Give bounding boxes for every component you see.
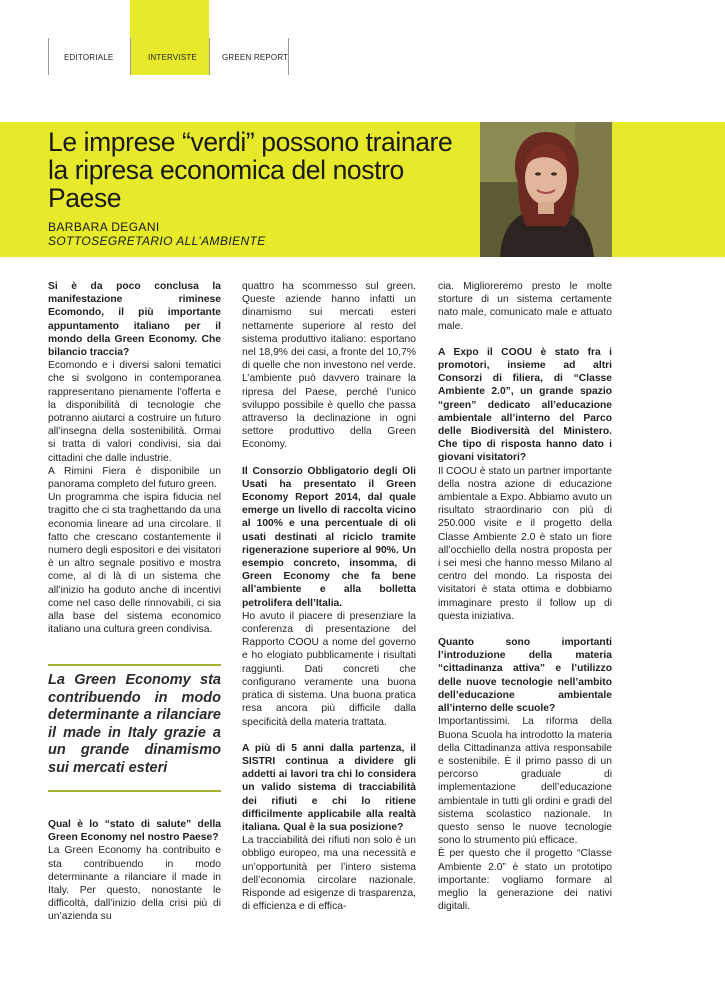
article-column-1 bbox=[48, 280, 221, 636]
author-photo bbox=[480, 122, 612, 257]
author-block bbox=[48, 220, 266, 248]
pullquote: La Green Economy sta contribuendo in modo determinante a rilanciare il made in Italy grazie a un grande dinamismo sui mercati esteri bbox=[48, 672, 221, 776]
tab-green-report[interactable]: GREEN REPORT bbox=[222, 53, 289, 62]
article-title bbox=[48, 128, 478, 212]
question-paragraph: Il Consorzio Obbligatorio degli Oli Usati ha presentato il Green Economy Report 2014, dal quale emerge un livello di raccolta vicino al 100% e una percentuale di oli usati destinati al riciclo tramite rigenerazione superiore al 90%. Un esempio concreto, insomma, di Green Economy che fa bene all’ambiente e alla bolletta petrolifera dell’Italia. bbox=[242, 465, 416, 609]
title-line: Le imprese “verdi” possono trainare bbox=[48, 127, 453, 157]
title-line: la ripresa economica del nostro Paese bbox=[48, 155, 404, 213]
answer-paragraph: Ho avuto il piacere di presenziare la conferenza di presentazione del Rapporto COOU a nome del governo e ho elogiato pubblicamente i risultati raggiunti. Dati concreti che configurano veramente una buona pratica di sistema. Una buona pratica resa ancora più difficile dalla specificità della materia trattata. bbox=[242, 610, 416, 728]
author-name: BARBARA DEGANI bbox=[48, 220, 160, 234]
question-paragraph: Quanto sono importanti l’introduzione della materia “cittadinanza attiva” e l’utilizzo delle nuove tecnologie nell’ambito dell’educazione ambientale all’interno delle scuole? bbox=[438, 637, 612, 715]
answer-paragraph: È per questo che il progetto “Classe Ambiente 2.0” è stato un prototipo importante: vogliamo formare al meglio la generazione dei nativi digitali. bbox=[438, 848, 612, 913]
question-paragraph: A più di 5 anni dalla partenza, il SISTRI continua a dividere gli addetti ai lavori tra chi lo considera un valido sistema di tracciabilità dei rifiuti e chi lo ritiene difficilmente applicabile alla realtà italiana. Qual è la sua posizione? bbox=[242, 742, 416, 833]
answer-paragraph: Un programma che ispira fiducia nel tragitto che ci sta traghettando da una economia lineare ad una circolare. Il fatto che crescano costantemente il numero degli espositori e dei visitatori è un altro segnale positivo e mostra come, al di là di un sistema che all’inizio ha goduto anche di incentivi come nel caso delle rinnovabili, ci sia alla base del sistema economico italiano una cultura green condivisa. bbox=[48, 492, 221, 636]
answer-paragraph: La Green Economy ha contribuito e sta contribuendo in modo determinante a rilanciare il made in Italy. Per questo, nonostante le difficoltà, dall’inizio della crisi più di un’azienda su bbox=[48, 845, 221, 923]
answer-paragraph: Importantissimi. La riforma della Buona Scuola ha introdotto la materia della Cittadinanza attiva responsabile e sostenibile. È il primo passo di un percorso graduale di implementazione dell’educazione ambientale in tutti gli ordini e gradi del sistema scolastico nazionale. In questo senso le nuove tecnologie sono lo strumento più efficace. bbox=[438, 716, 612, 847]
answer-paragraph: Ecomondo e i diversi saloni tematici che si svolgono in contemporanea rappresentano pienamente l’offerta e la disponibilità di tecnologie che potranno aiutarci a costruire un futuro all’insegna della sostenibilità. Ormai si tratta di valori condivisi, sia dai cittadini che dalle industrie. bbox=[48, 360, 221, 464]
nav-divider bbox=[130, 38, 131, 75]
answer-paragraph: quattro ha scommesso sul green. Queste aziende hanno infatti un dinamismo sui mercati esteri nettamente superiore al resto del sistema produttivo italiano: esportano nel 18,9% dei casi, a fronte del 10,7% di quelle che non investono nel verde. L’ambiente può davvero trainare la ripresa del Paese, perché l’unico sviluppo possibile è quello che passa attraverso la declinazione in ogni settore produttivo della Green Economy. bbox=[242, 281, 416, 451]
article-column-1-bottom bbox=[48, 818, 221, 924]
answer-paragraph: Il COOU è stato un partner importante della nostra azione di educazione ambientale a Expo. Abbiamo avuto un risultato straordinario con più di 250.000 visite e il progetto della Classe Ambiente 2.0 è stato un fiore all’occhiello della nostra proposta per i sei mesi che hanno messo Milano al centro del mondo. La risposta dei visitatori è stata ottima e dobbiamo immaginare presto il follow up di questa iniziativa. bbox=[438, 465, 612, 622]
tab-interviste-active[interactable] bbox=[130, 0, 209, 75]
answer-paragraph: cia. Miglioreremo presto le molte storture di un sistema certamente nato male, comunicato male e attuato male. bbox=[438, 281, 612, 332]
nav-divider bbox=[209, 38, 210, 75]
question-paragraph: Si è da poco conclusa la manifestazione riminese Ecomondo, il più importante appuntamento italiano per il mondo della Green Economy. Che bilancio traccia? bbox=[48, 281, 221, 359]
section-nav bbox=[0, 0, 725, 75]
answer-paragraph: La tracciabilità dei rifiuti non solo è un obbligo europeo, ma una necessità e un’opportunità per l’intero sistema dell’economia circolare nazionale. Risponde ad esigenze di trasparenza, di efficienza e di effica- bbox=[242, 835, 416, 913]
tab-interviste[interactable]: INTERVISTE bbox=[148, 53, 197, 62]
question-paragraph: A Expo il COOU è stato fra i promotori, insieme ad altri Consorzi di filiera, di “Classe Ambiente 2.0”, un grande spazio “green” dedicato all’educazione ambientale all’interno del Parco delle Biodiversità del Ministero. Che tipo di risposta hanno dato i giovani visitatori? bbox=[438, 346, 612, 464]
nav-divider bbox=[288, 38, 289, 75]
article-column-2 bbox=[242, 280, 416, 913]
pullquote-rule-top bbox=[48, 664, 221, 666]
tab-editoriale[interactable]: EDITORIALE bbox=[64, 53, 114, 62]
article-column-3 bbox=[438, 280, 612, 913]
answer-paragraph: A Rimini Fiera è disponibile un panorama completo del futuro green. bbox=[48, 465, 221, 491]
nav-divider bbox=[48, 38, 49, 75]
author-role: SOTTOSEGRETARIO ALL’AMBIENTE bbox=[48, 234, 266, 248]
pullquote-rule-bottom bbox=[48, 790, 221, 792]
question-paragraph: Qual è lo “stato di salute” della Green Economy nel nostro Paese? bbox=[48, 819, 221, 844]
